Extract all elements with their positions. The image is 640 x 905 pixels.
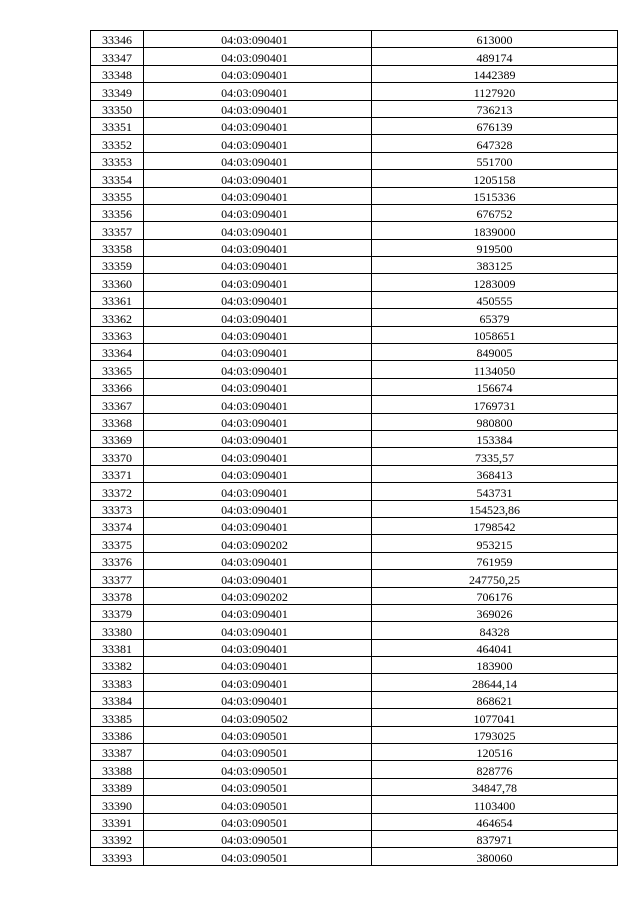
table-row [91, 326, 618, 343]
row-number-cell: 33362 [91, 309, 144, 326]
value-cell: 183900 [372, 657, 618, 674]
value-cell: 613000 [372, 31, 618, 48]
row-number-cell: 33370 [91, 448, 144, 465]
cadastral-code-cell [144, 204, 372, 221]
cadastral-code-text: 04:03:090401 [221, 555, 288, 570]
cadastral-code-cell [144, 100, 372, 117]
value-cell: 761959 [372, 552, 618, 569]
cadastral-code-cell [144, 326, 372, 343]
cadastral-code-cell [144, 691, 372, 708]
value-cell: 156674 [372, 378, 618, 395]
cadastral-code-text: 04:03:090401 [221, 642, 288, 657]
cadastral-code-cell [144, 152, 372, 169]
table-row [91, 744, 618, 761]
cadastral-code-cell [144, 500, 372, 517]
value-cell: 1205158 [372, 170, 618, 187]
row-number-cell: 33353 [91, 152, 144, 169]
row-number-cell: 33364 [91, 344, 144, 361]
value-cell: 154523,86 [372, 500, 618, 517]
table-row [91, 413, 618, 430]
value-cell: 1058651 [372, 326, 618, 343]
table-row [91, 448, 618, 465]
row-number-cell: 33365 [91, 361, 144, 378]
row-number-cell: 33347 [91, 48, 144, 65]
value-cell: 1839000 [372, 222, 618, 239]
cadastral-code-cell [144, 291, 372, 308]
table-row [91, 726, 618, 743]
cadastral-code-cell [144, 344, 372, 361]
cadastral-code-text: 04:03:090401 [221, 346, 288, 361]
value-cell: 1793025 [372, 726, 618, 743]
value-cell: 849005 [372, 344, 618, 361]
cadastral-code-text: 04:03:090401 [221, 624, 288, 639]
cadastral-code-text: 04:03:090501 [221, 798, 288, 813]
cadastral-code-text: 04:03:090401 [221, 224, 288, 239]
cadastral-code-text: 04:03:090501 [221, 850, 288, 865]
table-row [91, 170, 618, 187]
table-row [91, 274, 618, 291]
table-row [91, 187, 618, 204]
cadastral-code-text: 04:03:090202 [221, 589, 288, 604]
table-row [91, 691, 618, 708]
cadastral-code-text: 04:03:090501 [221, 746, 288, 761]
cadastral-code-text: 04:03:090401 [221, 102, 288, 117]
cadastral-code-cell [144, 622, 372, 639]
cadastral-code-cell [144, 587, 372, 604]
table-row [91, 709, 618, 726]
row-number-cell: 33383 [91, 674, 144, 691]
cadastral-code-text: 04:03:090401 [221, 363, 288, 378]
cadastral-code-text: 04:03:090401 [221, 172, 288, 187]
cadastral-code-text: 04:03:090401 [221, 137, 288, 152]
row-number-cell: 33356 [91, 204, 144, 221]
cadastral-code-cell [144, 465, 372, 482]
value-cell: 1442389 [372, 65, 618, 82]
table-row [91, 465, 618, 482]
value-cell: 450555 [372, 291, 618, 308]
cadastral-code-text: 04:03:090401 [221, 33, 288, 48]
cadastral-code-text: 04:03:090401 [221, 207, 288, 222]
cadastral-code-cell [144, 517, 372, 534]
row-number-cell: 33367 [91, 396, 144, 413]
cadastral-code-text: 04:03:090401 [221, 520, 288, 535]
table-row [91, 830, 618, 847]
row-number-cell: 33391 [91, 813, 144, 830]
value-cell: 1134050 [372, 361, 618, 378]
cadastral-code-text: 04:03:090501 [221, 815, 288, 830]
cadastral-code-cell [144, 535, 372, 552]
cadastral-code-cell [144, 48, 372, 65]
cadastral-code-cell [144, 170, 372, 187]
table-row [91, 100, 618, 117]
cadastral-code-text: 04:03:090401 [221, 398, 288, 413]
cadastral-code-text: 04:03:090401 [221, 450, 288, 465]
cadastral-code-cell [144, 552, 372, 569]
value-cell: 34847,78 [372, 778, 618, 795]
value-cell: 543731 [372, 483, 618, 500]
value-cell: 84328 [372, 622, 618, 639]
cadastral-code-text: 04:03:090501 [221, 781, 288, 796]
table-row [91, 31, 618, 48]
table-row [91, 552, 618, 569]
value-cell: 120516 [372, 744, 618, 761]
row-number-cell: 33389 [91, 778, 144, 795]
value-cell: 1283009 [372, 274, 618, 291]
value-cell: 489174 [372, 48, 618, 65]
row-number-cell: 33385 [91, 709, 144, 726]
table-row [91, 500, 618, 517]
cadastral-code-cell [144, 361, 372, 378]
cadastral-code-text: 04:03:090401 [221, 259, 288, 274]
value-cell: 551700 [372, 152, 618, 169]
table-row [91, 152, 618, 169]
table-row [91, 291, 618, 308]
cadastral-code-cell [144, 813, 372, 830]
value-cell: 676752 [372, 204, 618, 221]
cadastral-code-cell [144, 570, 372, 587]
value-cell: 1127920 [372, 83, 618, 100]
table-row [91, 535, 618, 552]
table-row [91, 813, 618, 830]
cadastral-code-text: 04:03:090401 [221, 68, 288, 83]
value-cell: 1103400 [372, 796, 618, 813]
row-number-cell: 33392 [91, 830, 144, 847]
row-number-cell: 33387 [91, 744, 144, 761]
row-number-cell: 33372 [91, 483, 144, 500]
cadastral-code-text: 04:03:090401 [221, 676, 288, 691]
row-number-cell: 33377 [91, 570, 144, 587]
value-cell: 1077041 [372, 709, 618, 726]
cadastral-code-cell [144, 726, 372, 743]
cadastral-code-cell [144, 448, 372, 465]
row-number-cell: 33348 [91, 65, 144, 82]
value-cell: 247750,25 [372, 570, 618, 587]
cadastral-code-text: 04:03:090401 [221, 572, 288, 587]
table-row [91, 204, 618, 221]
value-cell: 1515336 [372, 187, 618, 204]
table-row [91, 483, 618, 500]
value-cell: 28644,14 [372, 674, 618, 691]
cadastral-code-cell [144, 761, 372, 778]
table-row [91, 604, 618, 621]
table-row [91, 848, 618, 865]
cadastral-code-text: 04:03:090401 [221, 329, 288, 344]
cadastral-code-cell [144, 796, 372, 813]
table-row [91, 65, 618, 82]
cadastral-code-text: 04:03:090401 [221, 694, 288, 709]
cadastral-code-text: 04:03:090202 [221, 537, 288, 552]
row-number-cell: 33352 [91, 135, 144, 152]
cadastral-code-cell [144, 65, 372, 82]
cadastral-code-text: 04:03:090401 [221, 120, 288, 135]
value-cell: 919500 [372, 239, 618, 256]
cadastral-code-cell [144, 848, 372, 865]
cadastral-code-text: 04:03:090501 [221, 729, 288, 744]
cadastral-code-text: 04:03:090501 [221, 833, 288, 848]
row-number-cell: 33384 [91, 691, 144, 708]
cadastral-code-text: 04:03:090502 [221, 711, 288, 726]
cadastral-code-cell [144, 674, 372, 691]
table-row [91, 309, 618, 326]
cadastral-code-cell [144, 430, 372, 447]
row-number-cell: 33390 [91, 796, 144, 813]
cadastral-code-cell [144, 657, 372, 674]
cadastral-code-cell [144, 257, 372, 274]
value-cell: 837971 [372, 830, 618, 847]
value-cell: 1798542 [372, 517, 618, 534]
table-row [91, 778, 618, 795]
cadastral-code-text: 04:03:090401 [221, 485, 288, 500]
value-cell: 65379 [372, 309, 618, 326]
document-page [90, 30, 616, 866]
row-number-cell: 33380 [91, 622, 144, 639]
cadastral-code-cell [144, 396, 372, 413]
row-number-cell: 33382 [91, 657, 144, 674]
cadastral-code-cell [144, 639, 372, 656]
cadastral-code-cell [144, 187, 372, 204]
row-number-cell: 33375 [91, 535, 144, 552]
row-number-cell: 33369 [91, 430, 144, 447]
cadastral-code-text: 04:03:090401 [221, 242, 288, 257]
value-cell: 953215 [372, 535, 618, 552]
row-number-cell: 33393 [91, 848, 144, 865]
row-number-cell: 33376 [91, 552, 144, 569]
row-number-cell: 33366 [91, 378, 144, 395]
cadastral-code-text: 04:03:090401 [221, 50, 288, 65]
cadastral-code-cell [144, 222, 372, 239]
table-row [91, 344, 618, 361]
table-row [91, 257, 618, 274]
value-cell: 676139 [372, 117, 618, 134]
cadastral-code-cell [144, 274, 372, 291]
table-row [91, 570, 618, 587]
value-cell: 153384 [372, 430, 618, 447]
value-cell: 828776 [372, 761, 618, 778]
table-row [91, 239, 618, 256]
value-cell: 736213 [372, 100, 618, 117]
table-row [91, 117, 618, 134]
cadastral-code-text: 04:03:090401 [221, 155, 288, 170]
cadastral-code-cell [144, 709, 372, 726]
row-number-cell: 33349 [91, 83, 144, 100]
row-number-cell: 33373 [91, 500, 144, 517]
table-row [91, 761, 618, 778]
value-cell: 868621 [372, 691, 618, 708]
row-number-cell: 33361 [91, 291, 144, 308]
value-cell: 1769731 [372, 396, 618, 413]
cadastral-code-text: 04:03:090401 [221, 294, 288, 309]
cadastral-code-cell [144, 378, 372, 395]
row-number-cell: 33346 [91, 31, 144, 48]
data-table [90, 30, 618, 866]
row-number-cell: 33368 [91, 413, 144, 430]
cadastral-code-text: 04:03:090401 [221, 415, 288, 430]
table-row [91, 361, 618, 378]
value-cell: 980800 [372, 413, 618, 430]
row-number-cell: 33359 [91, 257, 144, 274]
table-row [91, 674, 618, 691]
cadastral-code-cell [144, 830, 372, 847]
cadastral-code-text: 04:03:090401 [221, 311, 288, 326]
table-row [91, 796, 618, 813]
cadastral-code-cell [144, 744, 372, 761]
cadastral-code-cell [144, 483, 372, 500]
table-row [91, 222, 618, 239]
cadastral-code-text: 04:03:090401 [221, 276, 288, 291]
row-number-cell: 33351 [91, 117, 144, 134]
cadastral-code-text: 04:03:090401 [221, 381, 288, 396]
row-number-cell: 33360 [91, 274, 144, 291]
row-number-cell: 33386 [91, 726, 144, 743]
cadastral-code-cell [144, 117, 372, 134]
cadastral-code-text: 04:03:090401 [221, 502, 288, 517]
table-row [91, 48, 618, 65]
table-row [91, 517, 618, 534]
cadastral-code-cell [144, 778, 372, 795]
cadastral-code-text: 04:03:090401 [221, 433, 288, 448]
cadastral-code-cell [144, 309, 372, 326]
table-row [91, 639, 618, 656]
cadastral-code-cell [144, 413, 372, 430]
cadastral-code-cell [144, 239, 372, 256]
value-cell: 368413 [372, 465, 618, 482]
value-cell: 464041 [372, 639, 618, 656]
table-row [91, 657, 618, 674]
cadastral-code-text: 04:03:090401 [221, 189, 288, 204]
cadastral-code-cell [144, 604, 372, 621]
table-row [91, 587, 618, 604]
table-row [91, 396, 618, 413]
value-cell: 647328 [372, 135, 618, 152]
row-number-cell: 33379 [91, 604, 144, 621]
cadastral-code-text: 04:03:090401 [221, 659, 288, 674]
row-number-cell: 33355 [91, 187, 144, 204]
cadastral-code-cell [144, 83, 372, 100]
cadastral-code-text: 04:03:090401 [221, 468, 288, 483]
cadastral-code-text: 04:03:090501 [221, 763, 288, 778]
value-cell: 380060 [372, 848, 618, 865]
row-number-cell: 33363 [91, 326, 144, 343]
value-cell: 383125 [372, 257, 618, 274]
value-cell: 7335,57 [372, 448, 618, 465]
table-row [91, 622, 618, 639]
row-number-cell: 33371 [91, 465, 144, 482]
row-number-cell: 33354 [91, 170, 144, 187]
table-row [91, 378, 618, 395]
value-cell: 464654 [372, 813, 618, 830]
row-number-cell: 33358 [91, 239, 144, 256]
row-number-cell: 33374 [91, 517, 144, 534]
row-number-cell: 33378 [91, 587, 144, 604]
table-row [91, 83, 618, 100]
row-number-cell: 33357 [91, 222, 144, 239]
cadastral-code-cell [144, 135, 372, 152]
row-number-cell: 33388 [91, 761, 144, 778]
cadastral-code-text: 04:03:090401 [221, 607, 288, 622]
value-cell: 369026 [372, 604, 618, 621]
value-cell: 706176 [372, 587, 618, 604]
row-number-cell: 33350 [91, 100, 144, 117]
cadastral-code-text: 04:03:090401 [221, 85, 288, 100]
row-number-cell: 33381 [91, 639, 144, 656]
table-row [91, 135, 618, 152]
cadastral-code-cell [144, 31, 372, 48]
table-body [91, 31, 618, 866]
table-row [91, 430, 618, 447]
